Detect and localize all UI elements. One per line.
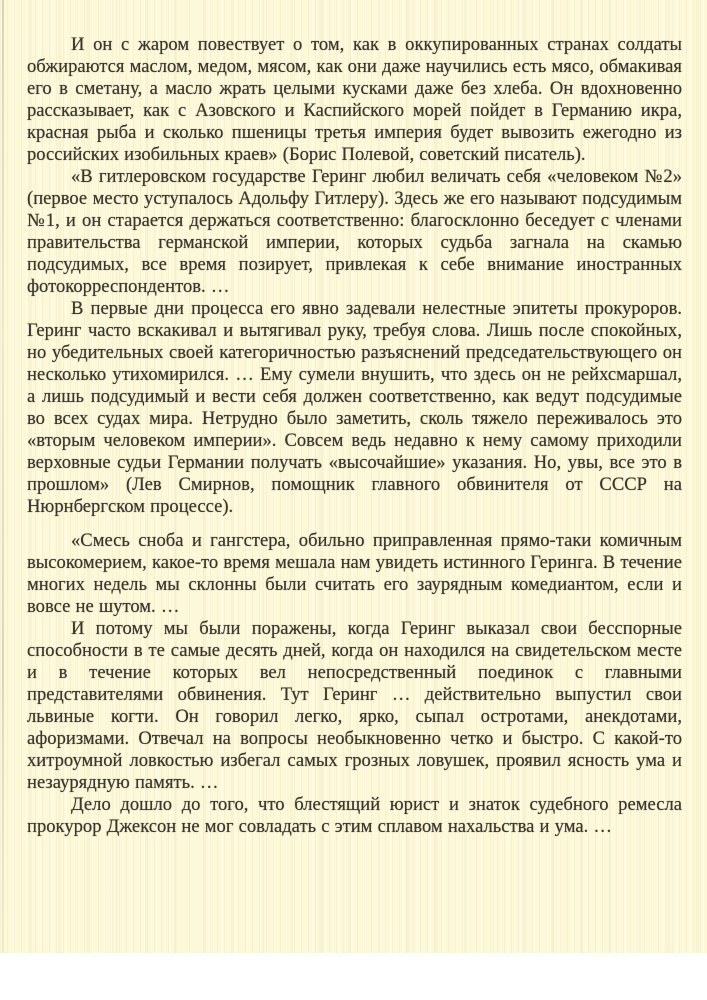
paper-edge-line (2, 0, 4, 953)
paragraph-jackson: Дело дошло до того, что блестящий юрист и знаток судебного ремесла прокурор Джексон не мог совладать с этим сплавом нахальства и ума. … (27, 794, 682, 837)
paragraph-polevoy-quote: И он с жаром повествует о том, как в оккупированных странах солдаты обжираются маслом, медом, мясом, как они даже научились есть мясо, обмакивая его в сметану, а масло жрать целыми кусками даже без хлеба. Он вдохновенно рассказывает, как с Азовского и Каспийского морей пойдет в Германию икра, красная рыба и сколько пшеницы третья империя будет вывозить ежегодно из российских изобильных краев» (Борис Полевой, советский писатель). (27, 34, 682, 165)
document-text-block (27, 34, 682, 838)
paragraph-goering-man-no2: «В гитлеровском государстве Геринг любил величать себя «человеком №2» (первое место уступалось Адольфу Гитлеру). Здесь же его называют подсудимым №1, и он старается держаться соответственно: благосклонно беседует с членами правительства германской империи, которых судьба загнала на скамью подсудимых, все время позирует, привлекая к себе внимание иностранных фотокорреспондентов. … (27, 166, 682, 297)
paragraph-smirnov-quote: В первые дни процесса его явно задевали нелестные эпитеты прокуроров. Геринг часто вскакивал и вытягивал руку, требуя слова. Лишь после спокойных, но убедительных своей категоричностью разъяснений председательствующего он несколько утихомирился. … Ему сумели внушить, что здесь он не рейхсмаршал, а лишь подсудимый и вести себя должен соответственно, как ведут подсудимые во всех судах мира. Нетрудно было заметить, сколь тяжело переживалось это «вторым человеком империи». Совсем ведь недавно к нему самому приходили верховные судьи Германии получать «высочайшие» указания. Но, увы, все это в прошлом» (Лев Смирнов, помощник главного обвинителя от СССР на Нюрнбергском процессе). (27, 298, 682, 517)
paragraph-lion-claws: И потому мы были поражены, когда Геринг выказал свои бесспорные способности в те самые десять дней, когда он находился на свидетельском месте и в течение которых вел непосредственный поединок с главными представителями обвинения. Тут Геринг … действительно выпустил свои львиные когти. Он говорил легко, ярко, сыпал остротами, анекдотами, афоризмами. Отвечал на вопросы необыкновенно четко и быстро. С какой-то хитроумной ловкостью избегал самых грозных ловушек, проявил ясность ума и незаурядную память. … (27, 618, 682, 793)
paragraph-snob-gangster: «Смесь сноба и гангстера, обильно приправленная прямо-таки комичным высокомерием, какое-то время мешала нам увидеть истинного Геринга. В течение многих недель мы склонны были считать его заурядным комедиантом, если и вовсе не шутом. … (27, 530, 682, 617)
page-bottom-margin (0, 953, 707, 1000)
